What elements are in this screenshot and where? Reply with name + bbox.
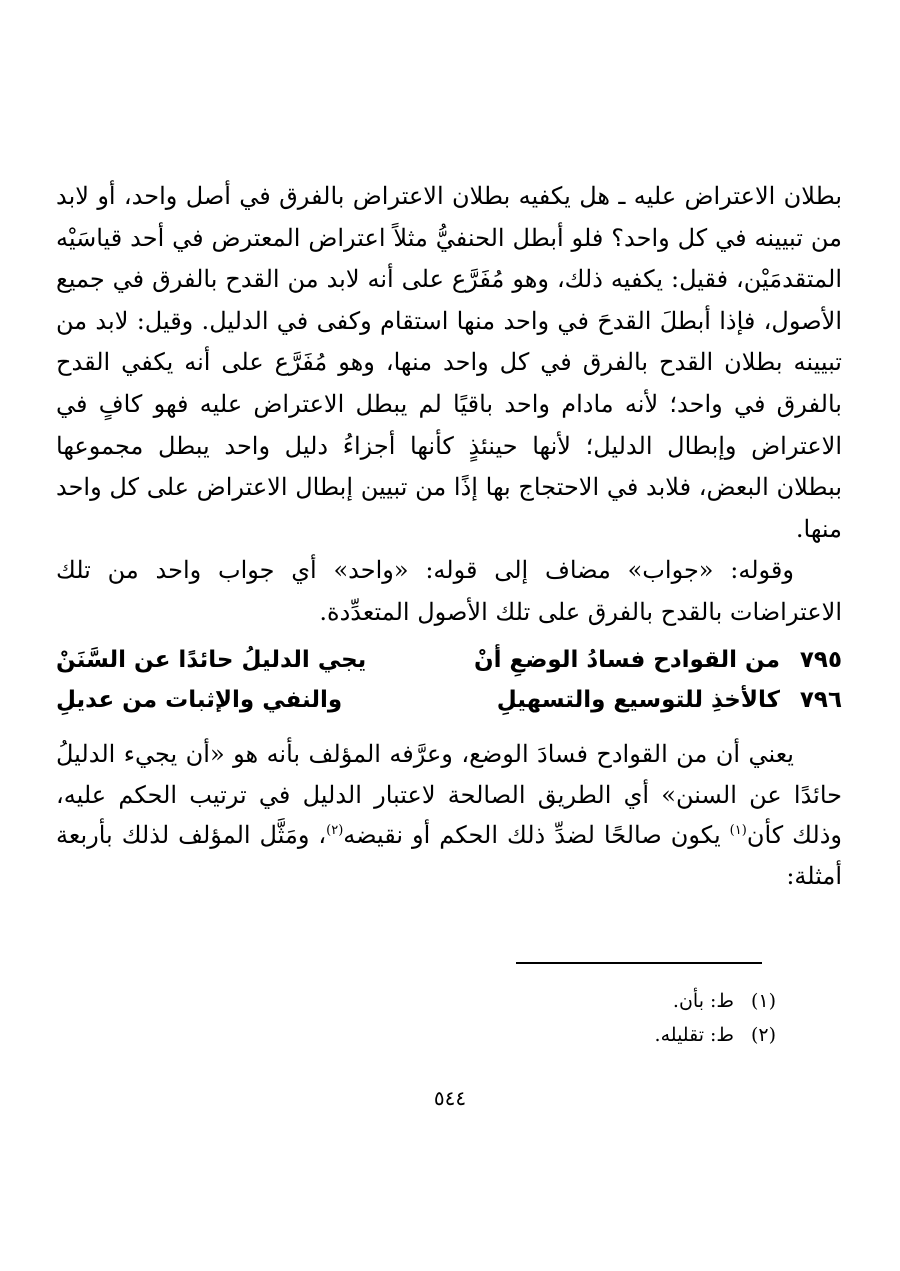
verse-second-hemistich: يجي الدليلُ حائدًا عن السَّنَنْ xyxy=(56,647,367,673)
commentary-part-2: يكون صالحًا لضدِّ ذلك الحكم أو نقيضه xyxy=(343,821,730,849)
verse-first-hemistich: من القوادح فسادُ الوضعِ أنْ xyxy=(473,647,780,673)
footnote-ref-1: (١) xyxy=(729,823,747,838)
paragraph-1: بطلان الاعتراض عليه ـ هل يكفيه بطلان الاعتراض بالفرق في أصل واحد، أو لابد من تبيينه في كل واحد؟ فلو أبطل الحنفيُّ مثلاً اعتراض المعترض في أحد قياسَيْه المتقدمَيْن، فقيل: يكفيه ذلك، وهو مُفَرَّع على أنه لابد من القدح بالفرق في جميع الأصول، فإذا أبطلَ القدحَ في واحد منها استقام وكفى في الدليل. وقيل: لابد من تبيينه بطلان القدح بالفرق في كل واحد منها، وهو مُفَرَّع على أنه يكفي القدح بالفرق في واحد؛ لأنه مادام واحد باقيًا لم يبطل الاعتراض عليه فهو كافٍ في الاعتراض وإبطال الدليل؛ لأنها حينئذٍ كأنها أجزاءُ دليل واحد يبطل مجموعها ببطلان البعض، فلابد في الاحتجاج بها إذًا من تبيين إبطال الاعتراض على كل واحد منها. xyxy=(56,182,842,543)
footnote-item xyxy=(126,1018,776,1052)
verse-line xyxy=(56,680,842,720)
verse-block xyxy=(56,640,842,720)
page-number: ٥٤٤ xyxy=(433,1086,467,1110)
footnote-number: (٢) xyxy=(750,1024,776,1046)
commentary-part-3: ، ومَثَّل المؤلف لذلك بأربعة أمثلة: xyxy=(56,821,842,890)
verse-first-hemistich: كالأخذِ للتوسيع والتسهيلِ xyxy=(496,687,780,713)
verse-second-hemistich: والنفي والإثبات من عديلِ xyxy=(56,687,343,713)
footnote-text: ط: تقليله. xyxy=(654,1024,734,1046)
verse-line xyxy=(56,640,842,680)
footnote-text: ط: بأن. xyxy=(672,990,734,1012)
footnote-separator xyxy=(516,962,762,964)
verse-number: ٧٩٥ xyxy=(799,647,842,673)
commentary-part-1: يعني أن من القوادح فسادَ الوضع، وعرَّفه المؤلف بأنه هو «أن يجيء الدليلُ حائدًا عن السنن» أي الطريق الصالحة لاعتبار الدليل في ترتيب الحكم عليه، وذلك كأن xyxy=(56,740,842,849)
footnote-ref-2: (٢) xyxy=(326,823,344,838)
main-text xyxy=(56,176,842,634)
commentary-paragraph xyxy=(56,734,842,896)
footnote-item xyxy=(126,984,776,1018)
footnote-number: (١) xyxy=(750,990,776,1012)
paragraph-2: وقوله: «جواب» مضاف إلى قوله: «واحد» أي جواب واحد من تلك الاعتراضات بالقدح بالفرق على تلك الأصول المتعدِّدة. xyxy=(56,556,842,626)
verse-commentary xyxy=(56,734,842,896)
verse-number: ٧٩٦ xyxy=(799,687,842,713)
footnotes xyxy=(126,984,776,1052)
